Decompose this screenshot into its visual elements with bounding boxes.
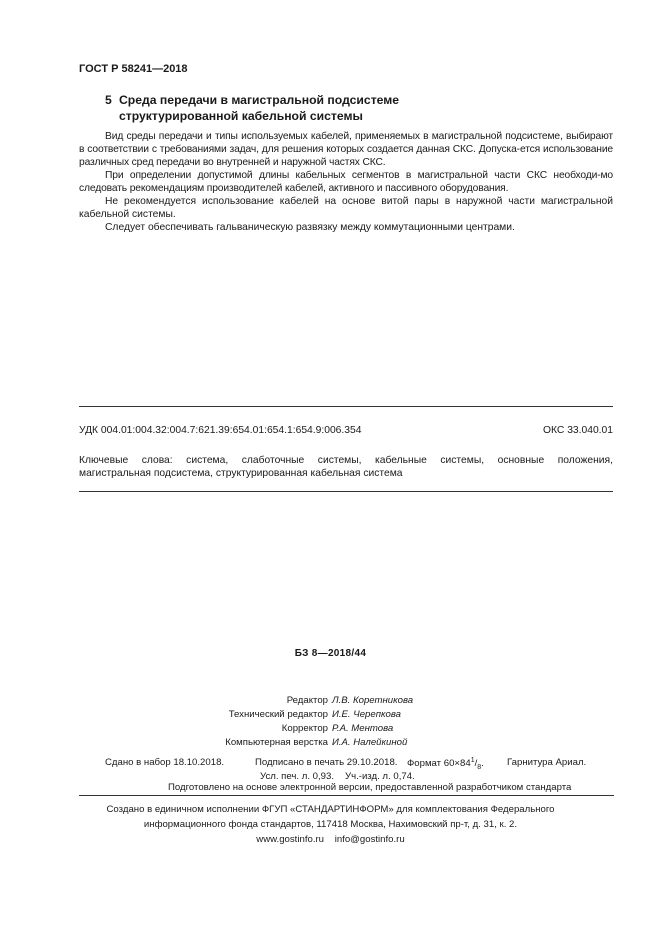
keywords-line-1: Ключевые слова: система, слаботочные системы, кабельные системы, основные положения, <box>79 455 613 466</box>
format: Формат $60\times 84^1/_8$. <box>407 757 484 772</box>
staff-roles <box>0 694 328 750</box>
staff-role: Технический редактор <box>228 709 328 720</box>
divider-bottom <box>79 491 613 492</box>
section-title-line-2: структурированной кабельной системы <box>119 109 363 123</box>
staff-name: Л.В. Коретникова <box>332 695 414 706</box>
divider-top <box>79 406 613 407</box>
format-suffix: . <box>481 758 484 770</box>
staff-row <box>0 694 328 708</box>
publisher-block <box>0 802 661 847</box>
print-date: Подписано в печать 29.10.2018. <box>255 757 398 768</box>
staff-row <box>0 736 328 750</box>
staff-name: И.Е. Черепкова <box>332 709 402 720</box>
keywords-line-2: магистральная подсистема, структурированная кабельная система <box>79 468 403 479</box>
paragraph: При определении допустимой длины кабельных сегментов в магистральной части СКС необходи-мо следовать рекомендациям производителей кабелей, активного и пассивного оборудования. <box>79 170 613 194</box>
print-sheets: Усл. печ. л. 0,93. <box>260 771 334 782</box>
oks-code: ОКС 33.040.01 <box>543 425 613 436</box>
publishing-sheets: Уч.-изд. л. 0,74. <box>345 771 415 782</box>
paragraph: Следует обеспечивать гальваническую развязку между коммутационными центрами. <box>105 222 515 233</box>
staff-name: Р.А. Ментова <box>332 723 394 734</box>
publisher-contacts <box>0 832 661 847</box>
section-title-line-1: Среда передачи в магистральной подсистеме <box>119 93 400 107</box>
publisher-line-2: информационного фонда стандартов, 117418 Москва, Нахимовский пр-т, д. 31, к. 2. <box>143 819 518 830</box>
publisher-divider <box>79 795 614 796</box>
staff-row <box>0 722 328 736</box>
website-link[interactable]: www.gostinfo.ru <box>256 834 325 845</box>
staff-role: Компьютерная верстка <box>225 737 328 748</box>
section-number: 5 <box>105 93 112 107</box>
bz-number: БЗ 8—2018/44 <box>294 648 367 659</box>
set-date: Сдано в набор 18.10.2018. <box>105 757 225 768</box>
format-value: Формат 60×84 <box>407 758 471 770</box>
keywords <box>79 454 613 480</box>
staff-row <box>0 708 328 722</box>
body-text <box>79 130 613 234</box>
udk-code: УДК 004.01:004.32:004.7:621.39:654.01:654.1:654.9:006.354 <box>79 425 362 436</box>
paragraph: Не рекомендуется использование кабелей на основе витой пары в наружной части магистральной кабельной системы. <box>79 196 613 220</box>
paragraph: Вид среды передачи и типы используемых кабелей, применяемых в магистральной подсистеме, выбирают в соответствии с требованиями задач, для решения которых создается данная СКС. Допуска-ется использование различных сред передачи во внутренней и наружной частях СКС. <box>79 131 613 168</box>
staff-role: Редактор <box>286 695 328 706</box>
email-link[interactable]: info@gostinfo.ru <box>334 834 405 845</box>
staff-role: Корректор <box>281 723 328 734</box>
prepared-note: Подготовлено на основе электронной версии, предоставленной разработчиком стандарта <box>168 782 572 793</box>
document-header-code: ГОСТ Р 58241—2018 <box>79 63 188 75</box>
format-sup: 1 <box>470 757 475 764</box>
staff-names <box>328 694 528 750</box>
publisher-line-1: Создано в единичном исполнении ФГУП «СТАНДАРТИНФОРМ» для комплектования Федерального <box>106 804 555 815</box>
section-heading <box>105 92 399 124</box>
format-sub: 8 <box>477 764 482 772</box>
staff-name: И.А. Налейкиной <box>332 737 408 748</box>
typeface: Гарнитура Ариал. <box>507 757 587 768</box>
